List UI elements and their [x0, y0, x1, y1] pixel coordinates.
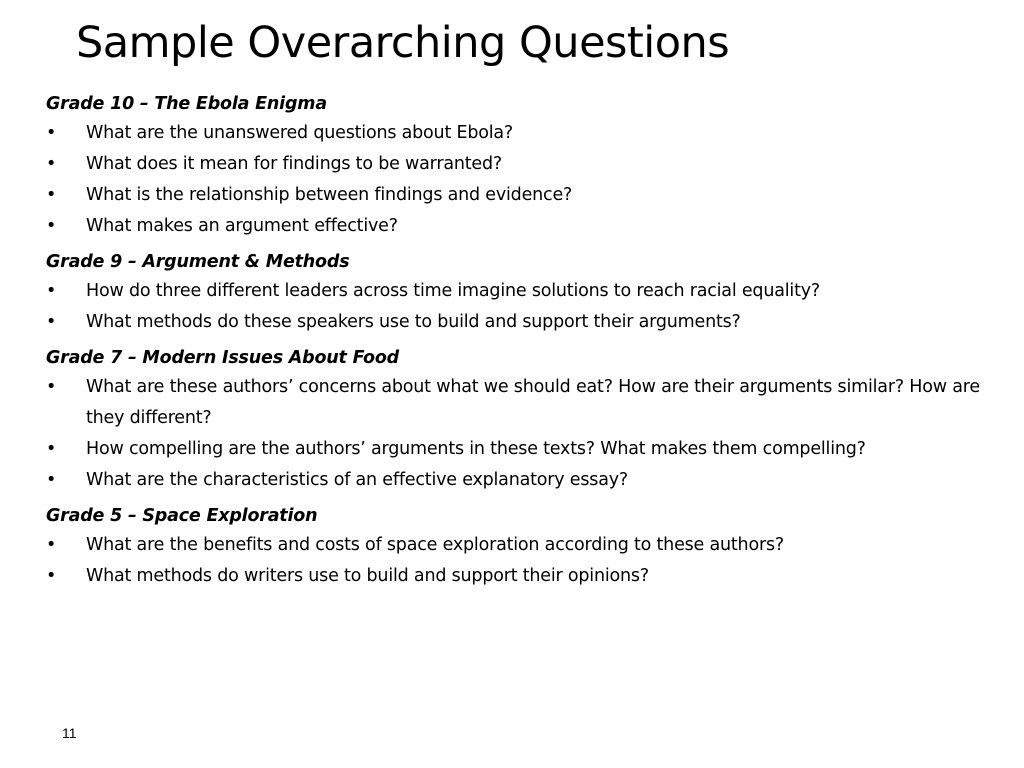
bullet-icon: • [46, 185, 57, 205]
bullet-icon: • [46, 216, 57, 236]
section-grade-10 [46, 91, 1006, 242]
section-heading: Grade 7 – Modern Issues About Food [46, 348, 399, 368]
list-item-text: What are the unanswered questions about Ebola? [86, 123, 514, 143]
section-grade-7 [46, 345, 1006, 496]
list-item [46, 307, 1006, 338]
list-item-text: How compelling are the authors’ arguments in these texts? What makes them compelling? [86, 439, 866, 459]
list-item [46, 211, 1006, 242]
bullet-icon: • [46, 312, 57, 332]
list-item-text: What are these authors’ concerns about what we should eat? How are their arguments similar? How are they different? [86, 377, 980, 428]
bullet-list [46, 118, 1006, 242]
list-item-text: What makes an argument effective? [86, 216, 398, 236]
list-item [46, 434, 1006, 465]
section-heading: Grade 5 – Space Exploration [46, 506, 318, 526]
list-item [46, 118, 1006, 149]
bullet-icon: • [46, 154, 57, 174]
list-item [46, 149, 1006, 180]
section-heading: Grade 9 – Argument & Methods [46, 252, 350, 272]
list-item [46, 465, 1006, 496]
bullet-icon: • [46, 439, 57, 459]
bullet-icon: • [46, 470, 57, 490]
list-item [46, 530, 1006, 561]
slide-number: 11 [62, 725, 77, 741]
section-heading: Grade 10 – The Ebola Enigma [46, 94, 327, 114]
section-grade-9 [46, 249, 1006, 338]
list-item [46, 372, 1006, 434]
list-item-text: What does it mean for findings to be warranted? [86, 154, 503, 174]
list-item-text: How do three different leaders across time imagine solutions to reach racial equality? [86, 281, 820, 301]
list-item [46, 276, 1006, 307]
list-item-text: What methods do writers use to build and support their opinions? [86, 566, 649, 586]
section-grade-5 [46, 503, 1006, 592]
bullet-icon: • [46, 123, 57, 143]
bullet-icon: • [46, 566, 57, 586]
bullet-icon: • [46, 377, 57, 397]
list-item-text: What is the relationship between findings and evidence? [86, 185, 573, 205]
bullet-list [46, 276, 1006, 338]
bullet-list [46, 372, 1006, 496]
bullet-icon: • [46, 535, 57, 555]
list-item [46, 561, 1006, 592]
slide-content [46, 91, 1006, 599]
list-item-text: What are the characteristics of an effective explanatory essay? [86, 470, 628, 490]
slide-title: Sample Overarching Questions [76, 18, 730, 68]
list-item-text: What methods do these speakers use to build and support their arguments? [86, 312, 741, 332]
bullet-list [46, 530, 1006, 592]
list-item-text: What are the benefits and costs of space exploration according to these authors? [86, 535, 784, 555]
list-item [46, 180, 1006, 211]
bullet-icon: • [46, 281, 57, 301]
